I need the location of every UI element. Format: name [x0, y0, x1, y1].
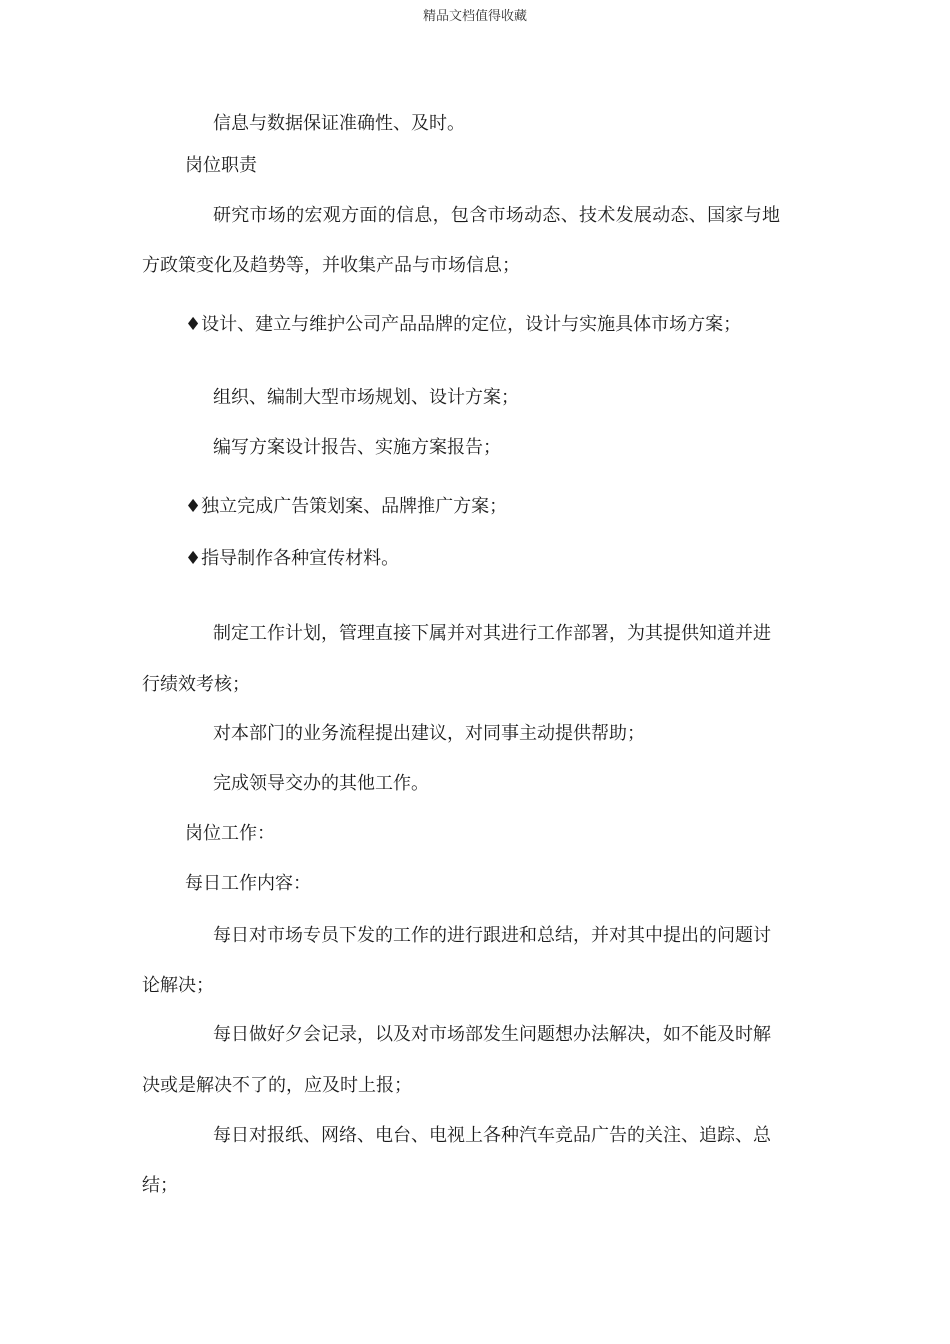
- bullet-line: ♦指导制作各种宣传材料。: [185, 548, 400, 569]
- body-line: 信息与数据保证准确性、及时。: [213, 113, 465, 134]
- bullet-line: ♦独立完成广告策划案、品牌推广方案；: [185, 496, 508, 517]
- body-line: 论解决；: [142, 975, 214, 996]
- subheading-daily-work: 每日工作内容：: [185, 873, 311, 894]
- bullet-line: ♦设计、建立与维护公司产品品牌的定位，设计与实施具体市场方案；: [185, 314, 742, 335]
- page-header: 精品文档值得收藏: [422, 9, 527, 24]
- body-line: 研究市场的宏观方面的信息，包含市场动态、技术发展动态、国家与地: [213, 205, 781, 226]
- section-heading-duties: 岗位职责: [185, 155, 257, 176]
- body-line: 决或是解决不了的，应及时上报；: [142, 1075, 412, 1096]
- body-line: 每日对市场专员下发的工作的进行跟进和总结，并对其中提出的问题讨: [213, 925, 771, 946]
- body-line: 完成领导交办的其他工作。: [213, 773, 429, 794]
- section-heading-work: 岗位工作：: [185, 823, 275, 844]
- body-line: 对本部门的业务流程提出建议，对同事主动提供帮助；: [213, 723, 645, 744]
- body-line: 方政策变化及趋势等，并收集产品与市场信息；: [142, 255, 520, 276]
- body-line: 每日做好夕会记录，以及对市场部发生问题想办法解决，如不能及时解: [213, 1024, 771, 1045]
- body-line: 组织、编制大型市场规划、设计方案；: [213, 387, 519, 408]
- body-line: 每日对报纸、网络、电台、电视上各种汽车竞品广告的关注、追踪、总: [213, 1125, 771, 1146]
- body-line: 行绩效考核；: [142, 674, 250, 695]
- body-line: 结；: [142, 1175, 178, 1196]
- body-line: 编写方案设计报告、实施方案报告；: [213, 437, 501, 458]
- body-line: 制定工作计划，管理直接下属并对其进行工作部署，为其提供知道并进: [213, 623, 771, 644]
